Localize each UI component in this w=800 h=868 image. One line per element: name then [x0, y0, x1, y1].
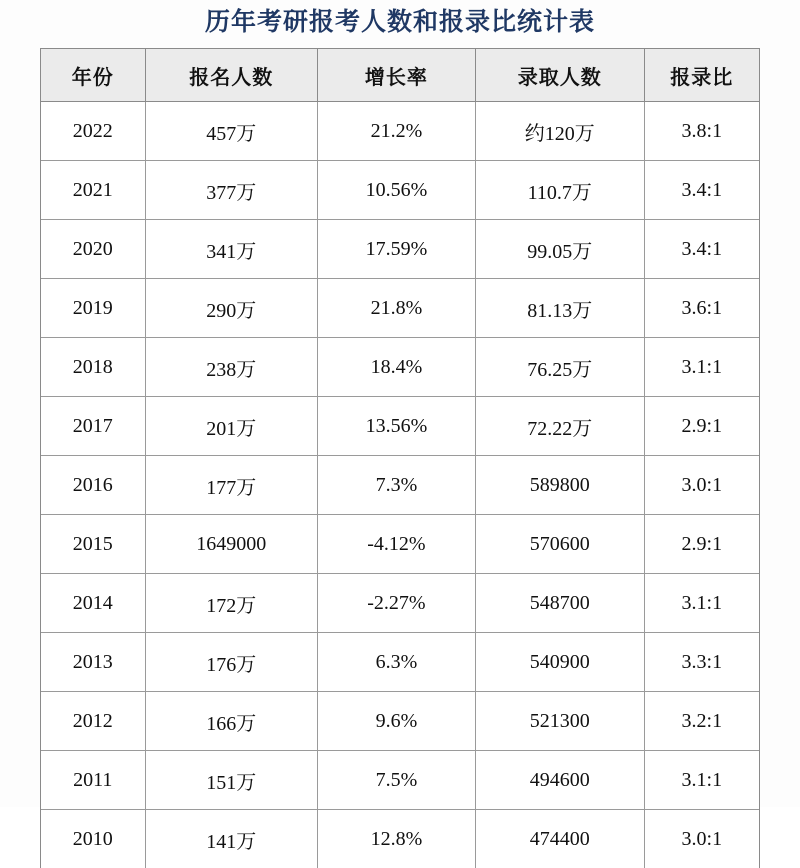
- cell-admitted: 494600: [475, 751, 644, 810]
- cell-admitted: 72.22万: [475, 397, 644, 456]
- cell-year: 2012: [41, 692, 145, 751]
- cell-applicants: 141万: [145, 810, 317, 868]
- cell-applicants: 341万: [145, 220, 317, 279]
- cell-year: 2017: [41, 397, 145, 456]
- column-header-admitted: 录取人数: [475, 49, 644, 102]
- table-header-row: [41, 49, 759, 102]
- cell-year: 2022: [41, 102, 145, 161]
- cell-year: 2021: [41, 161, 145, 220]
- table-body: [41, 102, 759, 868]
- cell-ratio: 3.1:1: [644, 338, 759, 397]
- cell-year: 2019: [41, 279, 145, 338]
- column-header-applicants: 报名人数: [145, 49, 317, 102]
- stats-table-container: [40, 48, 760, 868]
- cell-ratio: 2.9:1: [644, 515, 759, 574]
- stats-table: [41, 49, 759, 868]
- cell-applicants: 201万: [145, 397, 317, 456]
- cell-year: 2010: [41, 810, 145, 868]
- column-header-ratio: 报录比: [644, 49, 759, 102]
- cell-growth-rate: 18.4%: [317, 338, 475, 397]
- cell-admitted: 548700: [475, 574, 644, 633]
- table-row: [41, 751, 759, 810]
- table-row: [41, 692, 759, 751]
- cell-ratio: 3.8:1: [644, 102, 759, 161]
- cell-year: 2020: [41, 220, 145, 279]
- page-title: 历年考研报考人数和报录比统计表: [0, 0, 800, 48]
- cell-admitted: 521300: [475, 692, 644, 751]
- cell-admitted: 589800: [475, 456, 644, 515]
- cell-ratio: 3.0:1: [644, 456, 759, 515]
- cell-ratio: 3.2:1: [644, 692, 759, 751]
- cell-ratio: 3.1:1: [644, 574, 759, 633]
- table-row: [41, 515, 759, 574]
- cell-growth-rate: 17.59%: [317, 220, 475, 279]
- cell-growth-rate: 9.6%: [317, 692, 475, 751]
- cell-applicants: 238万: [145, 338, 317, 397]
- cell-ratio: 2.9:1: [644, 397, 759, 456]
- cell-applicants: 457万: [145, 102, 317, 161]
- cell-applicants: 151万: [145, 751, 317, 810]
- cell-growth-rate: 6.3%: [317, 633, 475, 692]
- cell-year: 2013: [41, 633, 145, 692]
- table-row: [41, 102, 759, 161]
- cell-growth-rate: 12.8%: [317, 810, 475, 868]
- cell-admitted: 540900: [475, 633, 644, 692]
- cell-year: 2011: [41, 751, 145, 810]
- cell-ratio: 3.6:1: [644, 279, 759, 338]
- column-header-year: 年份: [41, 49, 145, 102]
- table-row: [41, 633, 759, 692]
- cell-applicants: 176万: [145, 633, 317, 692]
- cell-applicants: 166万: [145, 692, 317, 751]
- table-row: [41, 456, 759, 515]
- cell-year: 2018: [41, 338, 145, 397]
- table-row: [41, 279, 759, 338]
- cell-growth-rate: 13.56%: [317, 397, 475, 456]
- table-row: [41, 810, 759, 868]
- cell-ratio: 3.4:1: [644, 220, 759, 279]
- cell-admitted: 474400: [475, 810, 644, 868]
- cell-ratio: 3.4:1: [644, 161, 759, 220]
- cell-year: 2014: [41, 574, 145, 633]
- cell-year: 2015: [41, 515, 145, 574]
- cell-growth-rate: 21.2%: [317, 102, 475, 161]
- cell-growth-rate: 7.3%: [317, 456, 475, 515]
- cell-year: 2016: [41, 456, 145, 515]
- table-row: [41, 397, 759, 456]
- cell-applicants: 290万: [145, 279, 317, 338]
- cell-growth-rate: -2.27%: [317, 574, 475, 633]
- cell-applicants: 172万: [145, 574, 317, 633]
- cell-admitted: 110.7万: [475, 161, 644, 220]
- cell-growth-rate: 10.56%: [317, 161, 475, 220]
- cell-applicants: 177万: [145, 456, 317, 515]
- table-header: [41, 49, 759, 102]
- cell-admitted: 99.05万: [475, 220, 644, 279]
- cell-ratio: 3.0:1: [644, 810, 759, 868]
- cell-admitted: 76.25万: [475, 338, 644, 397]
- table-row: [41, 220, 759, 279]
- cell-growth-rate: -4.12%: [317, 515, 475, 574]
- cell-ratio: 3.1:1: [644, 751, 759, 810]
- cell-growth-rate: 7.5%: [317, 751, 475, 810]
- cell-admitted: 约120万: [475, 102, 644, 161]
- table-row: [41, 574, 759, 633]
- column-header-growth-rate: 增长率: [317, 49, 475, 102]
- cell-admitted: 81.13万: [475, 279, 644, 338]
- table-row: [41, 161, 759, 220]
- table-row: [41, 338, 759, 397]
- cell-growth-rate: 21.8%: [317, 279, 475, 338]
- cell-ratio: 3.3:1: [644, 633, 759, 692]
- cell-admitted: 570600: [475, 515, 644, 574]
- cell-applicants: 1649000: [145, 515, 317, 574]
- cell-applicants: 377万: [145, 161, 317, 220]
